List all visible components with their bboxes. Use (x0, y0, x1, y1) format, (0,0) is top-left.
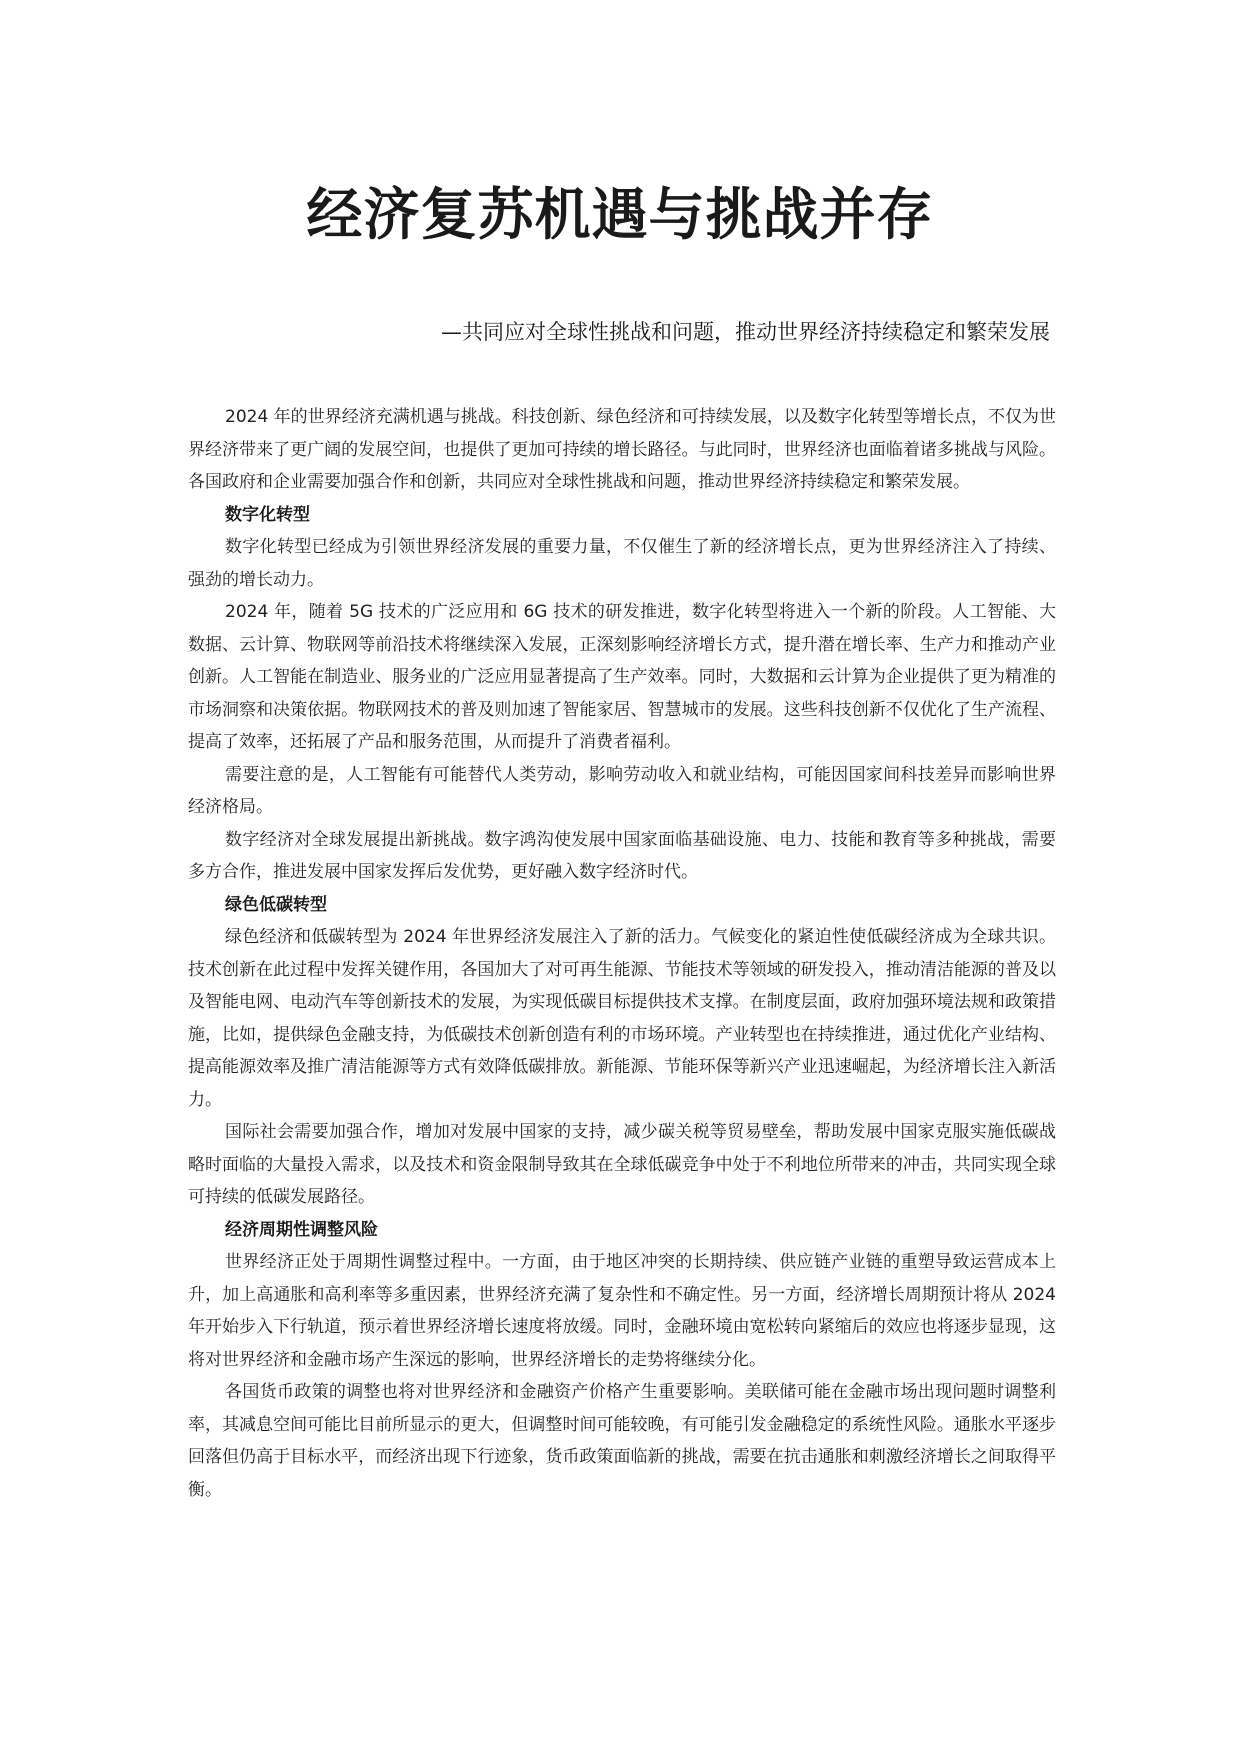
section-heading-green: 绿色低碳转型 (225, 894, 327, 915)
document-subtitle: —共同应对全球性挑战和问题，推动世界经济持续稳定和繁荣发展 (441, 320, 1050, 344)
section-heading-cycle: 经济周期性调整风险 (225, 1219, 378, 1240)
intro-paragraph: 2024 年的世界经济充满机遇与挑战。科技创新、绿色经济和可持续发展，以及数字化转型等增长点，不仅为世界经济带来了更广阔的发展空间，也提供了更加可持续的增长路径。与此同时，世界经济也面临着诸多挑战与风险。各国政府和企业需要加强合作和创新，共同应对全球性挑战和问题，推动世界经济持续稳定和繁荣发展。 (188, 407, 1056, 492)
body-paragraph: 2024 年，随着 5G 技术的广泛应用和 6G 技术的研发推进，数字化转型将进入一个新的阶段。人工智能、大数据、云计算、物联网等前沿技术将继续深入发展，正深刻影响经济增长方式，提升潜在增长率、生产力和推动产业创新。人工智能在制造业、服务业的广泛应用显著提高了生产效率。同时，大数据和云计算为企业提供了更为精准的市场洞察和决策依据。物联网技术的普及则加速了智能家居、智慧城市的发展。这些科技创新不仅优化了生产流程、提高了效率，还拓展了产品和服务范围，从而提升了消费者福利。 (188, 602, 1056, 752)
body-paragraph: 国际社会需要加强合作，增加对发展中国家的支持，减少碳关税等贸易壁垒，帮助发展中国家克服实施低碳战略时面临的大量投入需求，以及技术和资金限制导致其在全球低碳竞争中处于不利地位所带来的冲击，共同实现全球可持续的低碳发展路径。 (188, 1122, 1056, 1207)
section-heading-digital: 数字化转型 (225, 504, 310, 525)
body-paragraph: 数字化转型已经成为引领世界经济发展的重要力量，不仅催生了新的经济增长点，更为世界经济注入了持续、强劲的增长动力。 (188, 537, 1056, 590)
body-paragraph: 世界经济正处于周期性调整过程中。一方面，由于地区冲突的长期持续、供应链产业链的重塑导致运营成本上升，加上高通胀和高利率等多重因素，世界经济充满了复杂性和不确定性。另一方面，经济增长周期预计将从 2024 年开始步入下行轨道，预示着世界经济增长速度将放缓。同时，金融环境由宽松转向紧缩后的效应也将逐步显现，这将对世界经济和金融市场产生深远的影响，世界经济增长的走势将继续分化。 (188, 1252, 1056, 1370)
body-paragraph: 各国货币政策的调整也将对世界经济和金融资产价格产生重要影响。美联储可能在金融市场出现问题时调整利率，其减息空间可能比目前所显示的更大，但调整时间可能较晚，有可能引发金融稳定的系统性风险。通胀水平逐步回落但仍高于目标水平，而经济出现下行迹象，货币政策面临新的挑战，需要在抗击通胀和刺激经济增长之间取得平衡。 (188, 1382, 1056, 1500)
body-paragraph: 数字经济对全球发展提出新挑战。数字鸿沟使发展中国家面临基础设施、电力、技能和教育等多种挑战，需要多方合作，推进发展中国家发挥后发优势，更好融入数字经济时代。 (188, 829, 1056, 882)
document-title: 经济复苏机遇与挑战并存 (306, 183, 934, 248)
body-paragraph: 绿色经济和低碳转型为 2024 年世界经济发展注入了新的活力。气候变化的紧迫性使低碳经济成为全球共识。技术创新在此过程中发挥关键作用，各国加大了对可再生能源、节能技术等领域的研发投入，推动清洁能源的普及以及智能电网、电动汽车等创新技术的发展，为实现低碳目标提供技术支撑。在制度层面，政府加强环境法规和政策措施，比如，提供绿色金融支持，为低碳技术创新创造有利的市场环境。产业转型也在持续推进，通过优化产业结构、提高能源效率及推广清洁能源等方式有效降低碳排放。新能源、节能环保等新兴产业迅速崛起，为经济增长注入新活力。 (188, 927, 1056, 1110)
body-paragraph: 需要注意的是，人工智能有可能替代人类劳动，影响劳动收入和就业结构，可能因国家间科技差异而影响世界经济格局。 (188, 764, 1056, 817)
document-body (188, 401, 1056, 1506)
